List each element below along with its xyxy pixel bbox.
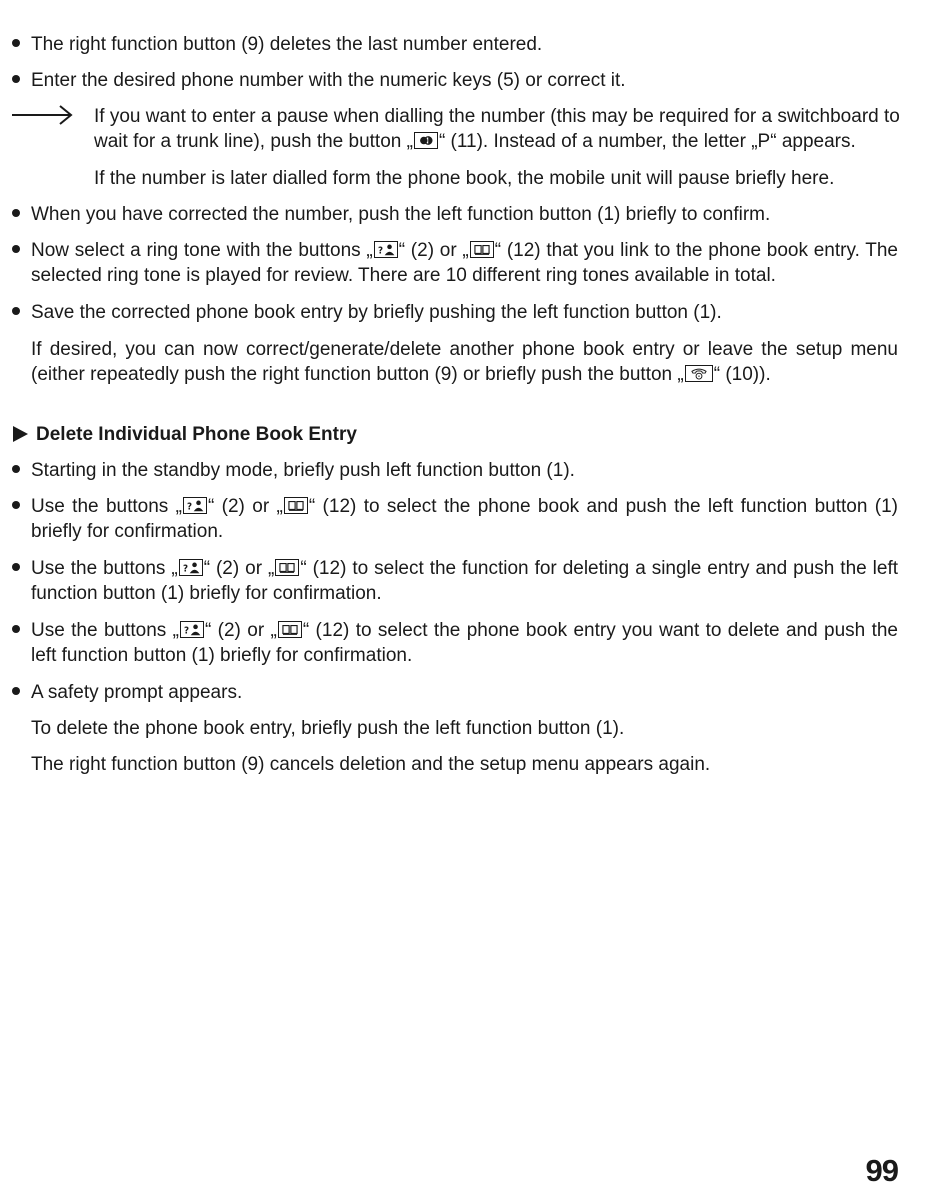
list-item bbox=[31, 618, 898, 668]
note-text: “ (11). Instead of a number, the letter „P“ appears. bbox=[438, 131, 856, 152]
hangup-key-icon bbox=[685, 365, 713, 382]
page-number: 99 bbox=[865, 1153, 898, 1188]
bullet-icon bbox=[12, 680, 22, 690]
bullet-icon bbox=[12, 202, 22, 212]
list-item bbox=[31, 494, 898, 544]
list-item-text: Use the buttons „ bbox=[31, 558, 178, 579]
list-item bbox=[31, 238, 898, 288]
list-item bbox=[31, 680, 898, 705]
bullet-icon bbox=[12, 68, 22, 78]
bullet-icon bbox=[12, 556, 22, 566]
list-item-text: “ (12) to select the phone book and push the left function button (1) briefly for confirmation. bbox=[31, 496, 898, 542]
book-key-icon bbox=[470, 241, 494, 258]
list-item-text: “ (12) that you link to the phone book entry. The selected ring tone is played for review. There are 10 different ring tones available in total. bbox=[31, 240, 898, 286]
list-item-text: Use the buttons „ bbox=[31, 620, 179, 641]
paragraph-text: To delete the phone book entry, briefly push the left function button (1). bbox=[31, 718, 625, 739]
section-heading-text: Delete Individual Phone Book Entry bbox=[36, 424, 357, 445]
phonebook-search-key-icon bbox=[374, 241, 398, 258]
pause-key-icon bbox=[414, 132, 438, 149]
list-item-text: Use the buttons „ bbox=[31, 496, 182, 517]
list-item-text: Enter the desired phone number with the numeric keys (5) or correct it. bbox=[31, 70, 626, 91]
paragraph bbox=[31, 337, 898, 387]
list-item-text: “ (2) or „ bbox=[398, 240, 469, 261]
svg-text:?: ? bbox=[182, 563, 188, 575]
phonebook-search-key-icon bbox=[179, 559, 203, 576]
paragraph bbox=[31, 716, 898, 741]
triangle-right-icon bbox=[13, 426, 28, 442]
list-item-text: “ (12) to select the phone book entry you want to delete and push the left function button (1) briefly for confirmation. bbox=[31, 620, 898, 666]
list-item bbox=[31, 68, 898, 93]
bullet-icon bbox=[12, 494, 22, 504]
svg-text:?: ? bbox=[184, 625, 190, 637]
list-item-text: A safety prompt appears. bbox=[31, 682, 243, 703]
list-item-text: “ (2) or „ bbox=[207, 496, 283, 517]
paragraph-text: “ (10)). bbox=[713, 364, 771, 385]
phonebook-search-key-icon bbox=[180, 621, 204, 638]
bullet-icon bbox=[12, 32, 22, 42]
list-item-text: Starting in the standby mode, briefly push left function button (1). bbox=[31, 460, 575, 481]
bullet-icon bbox=[12, 238, 22, 248]
list-item-text: The right function button (9) deletes the last number entered. bbox=[31, 34, 543, 55]
svg-text:?: ? bbox=[187, 501, 193, 513]
list-item bbox=[31, 556, 898, 606]
paragraph bbox=[31, 752, 898, 777]
book-key-icon bbox=[284, 497, 308, 514]
list-item-text: “ (12) to select the function for deleting a single entry and push the left function button (1) briefly for confirmation. bbox=[31, 558, 898, 604]
list-item bbox=[31, 300, 898, 325]
paragraph-text: The right function button (9) cancels deletion and the setup menu appears again. bbox=[31, 754, 711, 775]
list-item-text: “ (2) or „ bbox=[203, 558, 275, 579]
list-item-text: Save the corrected phone book entry by briefly pushing the left function button (1). bbox=[31, 302, 722, 323]
paragraph-text: If desired, you can now correct/generate/delete another phone book entry or leave the setup menu (either repeatedly push the right function button (9) or briefly push the button „ bbox=[31, 339, 898, 385]
note-paragraph bbox=[94, 166, 900, 191]
list-item-text: “ (2) or „ bbox=[204, 620, 277, 641]
svg-text:?: ? bbox=[377, 245, 383, 257]
bullet-icon bbox=[12, 458, 22, 468]
note-paragraph bbox=[94, 104, 900, 154]
list-item-text: When you have corrected the number, push the left function button (1) briefly to confirm. bbox=[31, 204, 771, 225]
arrow-right-icon bbox=[12, 104, 74, 126]
note-text: If the number is later dialled form the phone book, the mobile unit will pause briefly here. bbox=[94, 168, 835, 189]
list-item bbox=[31, 32, 898, 57]
phonebook-search-key-icon bbox=[183, 497, 207, 514]
list-item-text: Now select a ring tone with the buttons „ bbox=[31, 240, 373, 261]
book-key-icon bbox=[278, 621, 302, 638]
book-key-icon bbox=[275, 559, 299, 576]
bullet-icon bbox=[12, 300, 22, 310]
list-item bbox=[31, 458, 898, 483]
section-heading bbox=[13, 422, 357, 447]
bullet-icon bbox=[12, 618, 22, 628]
note-text: If you want to enter a pause when dialling the number (this may be required for a switchboard to wait for a trunk line), push the button „ bbox=[94, 106, 900, 152]
list-item bbox=[31, 202, 898, 227]
